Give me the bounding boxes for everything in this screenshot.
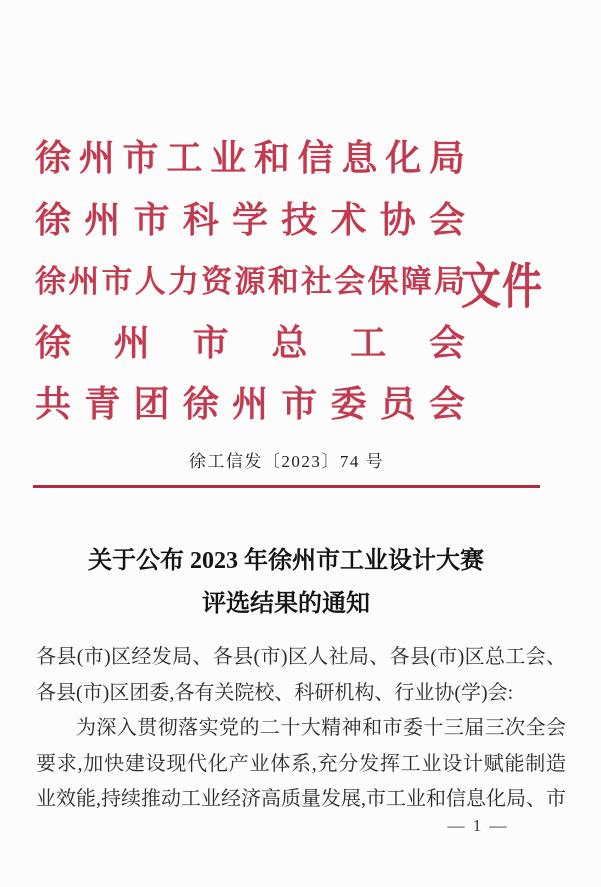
document-number: 徐工信发〔2023〕74 号 [188, 452, 385, 471]
body-line: 各县(市)区团委,各有关院校、科研机构、行业协(学)会: [36, 681, 514, 704]
issuing-agencies-header [35, 128, 465, 436]
issuer-line: 徐州市工业和信息化局 [35, 138, 465, 178]
page-number: — 1 — [447, 816, 509, 835]
body-line: 业效能,持续推动工业经济高质量发展,市工业和信息化局、市 [36, 788, 566, 811]
body-line: 各县(市)区经发局、各县(市)区人社局、各县(市)区总工会、 [36, 646, 566, 668]
body-line: 要求,加快建设现代化产业体系,充分发挥工业设计赋能制造 [36, 752, 566, 775]
red-separator-rule [33, 485, 540, 488]
title-line-1: 关于公布 2023 年徐州市工业设计大赛 [88, 548, 484, 574]
document-title [0, 540, 572, 626]
body-line: 为深入贯彻落实党的二十大精神和市委十三届三次全会 [76, 717, 566, 740]
issuer-line: 徐州市人力资源和社会保障局 [35, 264, 465, 299]
document-body [36, 640, 566, 818]
issuer-line: 徐州市科学技术协会 [35, 199, 465, 240]
issuer-line: 徐州市总工会 [35, 322, 465, 363]
issuer-line: 共青团徐州市委员会 [35, 384, 465, 424]
document-marker-label: 文件 [461, 258, 543, 314]
title-line-2: 评选结果的通知 [202, 591, 370, 617]
